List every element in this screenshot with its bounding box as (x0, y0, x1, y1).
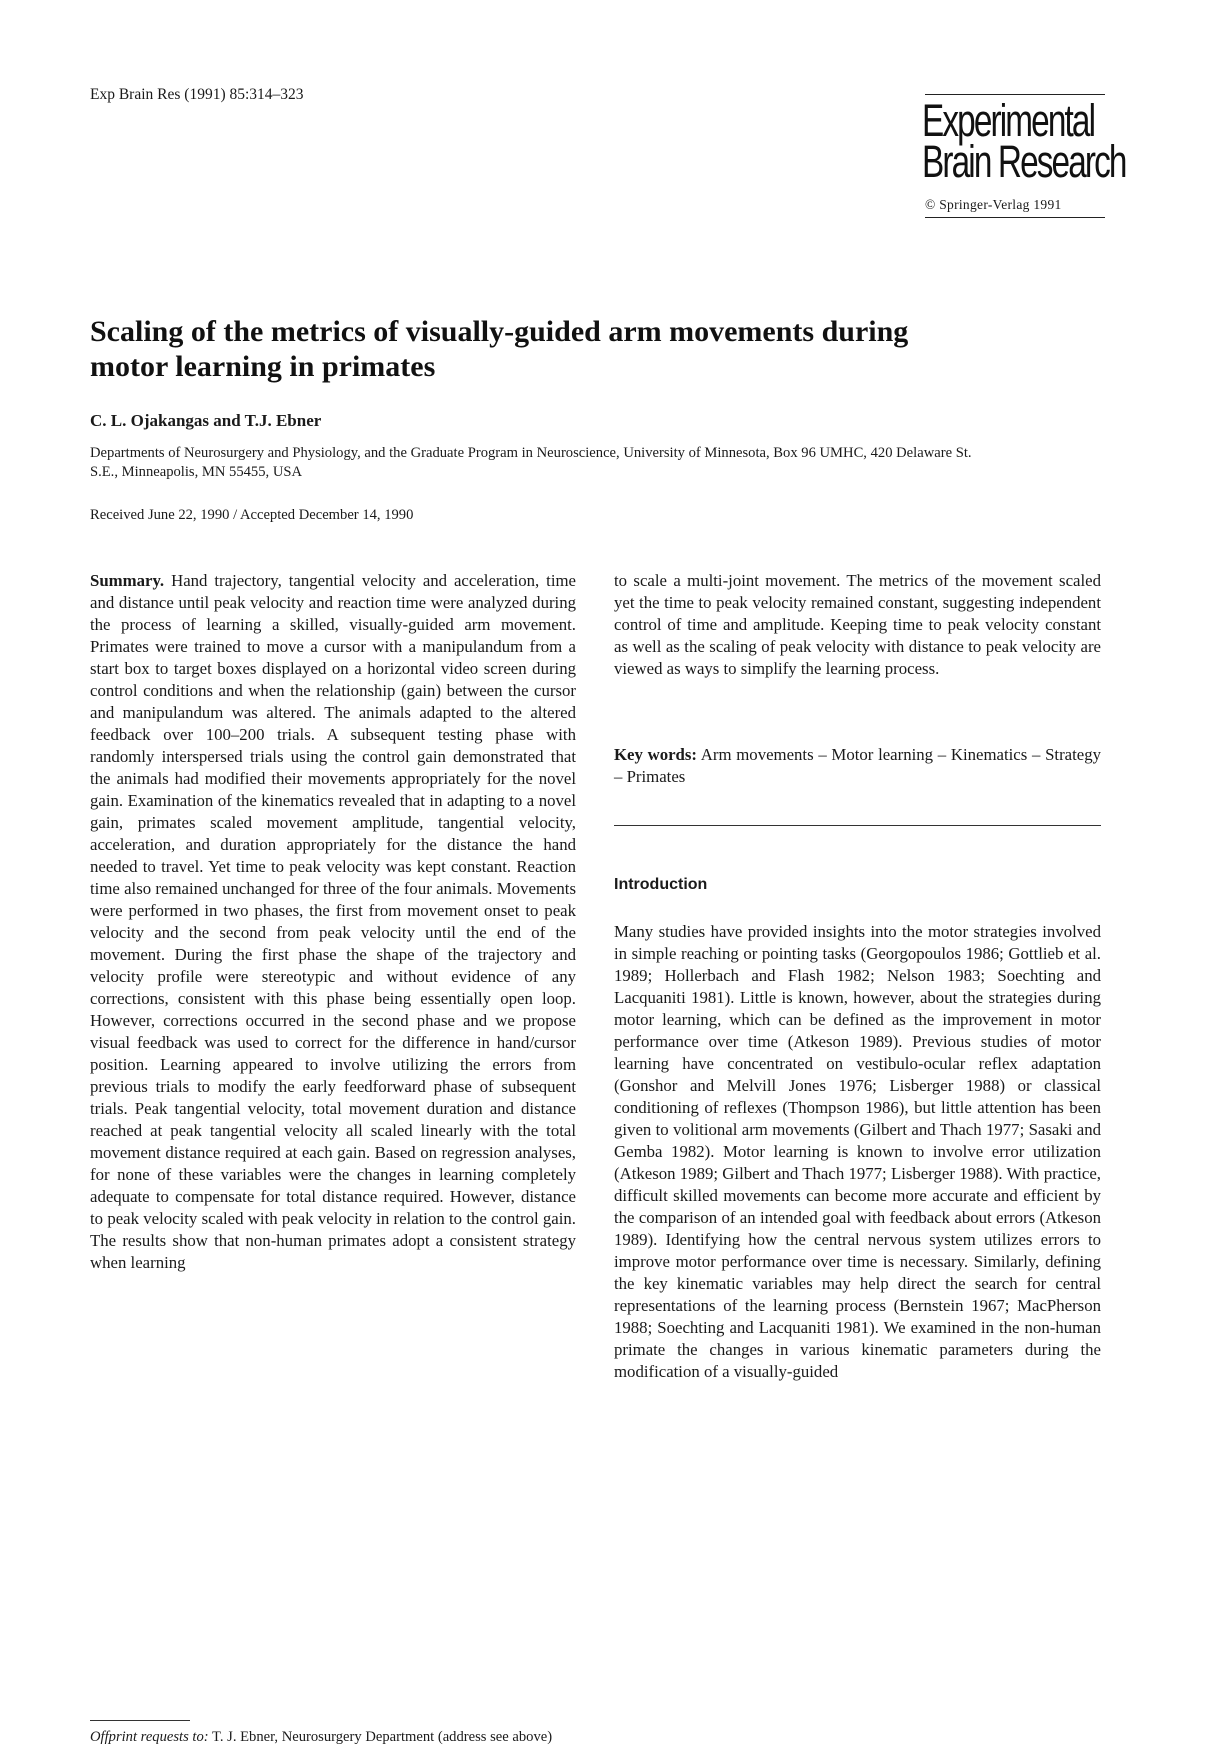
keywords-label: Key words: (614, 745, 698, 764)
article-dates: Received June 22, 1990 / Accepted December 14, 1990 (90, 507, 414, 523)
introduction-heading: Introduction (614, 876, 708, 893)
section-divider (614, 825, 1101, 826)
footnote (90, 1728, 576, 1747)
summary-label: Summary. (90, 571, 165, 590)
journal-logo-line1: Experimental (922, 95, 1095, 146)
footnote-rule (90, 1720, 190, 1721)
footnote-text: T. J. Ebner, Neurosurgery Department (address see above) (212, 1729, 553, 1745)
summary-continuation: to scale a multi-joint movement. The metrics of the movement scaled yet the time to peak velocity remained constant, suggesting independent control of time and amplitude. Keeping time to peak velocity constant as well as the scaling of peak velocity with distance to peak velocity are viewed as ways to simplify the learning process. (614, 571, 1101, 678)
journal-logo-line2: Brain Research (922, 136, 1126, 187)
summary-paragraph (90, 570, 576, 1274)
journal-rule-bottom (925, 217, 1105, 218)
journal-logo (922, 95, 1126, 187)
summary-text: Hand trajectory, tangential velocity and acceleration, time and distance until peak velocity and reaction time were analyzed during the process of learning a skilled, visually-guided arm movement. Primates were trained to move a cursor with a manipulandum from a start box to target boxes displayed on a horizontal video screen during control conditions and when the relationship (gain) between the cursor and manipulandum was altered. The animals adapted to the altered feedback over 100–200 trials. A subsequent testing phase with randomly interspersed trials using the control gain demonstrated that the animals had modified their movements appropriately for the novel gain. Examination of the kinematics revealed that in adapting to a novel gain, primates scaled movement amplitude, tangential velocity, acceleration, and duration appropriately for the distance the hand needed to travel. Yet time to peak velocity was kept constant. Reaction time also remained unchanged for three of the four animals. Movements were performed in two phases, the first from movement onset to peak velocity and the second from peak velocity until the end of the movement. During the first phase the shape of the trajectory and velocity profile were stereotypic and without evidence of any corrections, consistent with this phase being essentially open loop. However, corrections occurred in the second phase and we propose visual feedback was used to correct for the difference in hand/cursor position. Learning appeared to involve utilizing the errors from previous trials to modify the early feedforward phase of subsequent trials. Peak tangential velocity, total movement duration and distance reached at peak tangential velocity all scaled linearly with the total movement distance required at each gain. Based on regression analyses, for none of these variables were the changes in learning completely adequate to compensate for total distance required. However, distance to peak velocity scaled with peak velocity in relation to the control gain. The results show that non-human primates adopt a consistent strategy when learning (90, 571, 576, 1272)
keywords-paragraph (614, 744, 1101, 788)
introduction-paragraph: Many studies have provided insights into the motor strategies involved in simple reaching or pointing tasks (Georgopoulos 1986; Gottlieb et al. 1989; Hollerbach and Flash 1982; Nelson 1983; Soechting and Lacquaniti 1981). Little is known, however, about the strategies during motor learning, which can be defined as the improvement in motor performance over time (Atkeson 1989). Previous studies of motor learning have concentrated on vestibulo-ocular reflex adaptation (Gonshor and Melvill Jones 1976; Lisberger 1988) or classical conditioning of reflexes (Thompson 1986), but little attention has been given to volitional arm movements (Gilbert and Thach 1977; Sasaki and Gemba 1982). Motor learning is known to involve error utilization (Atkeson 1989; Gilbert and Thach 1977; Lisberger 1988). With practice, difficult skilled movements can become more accurate and efficient by the comparison of an intended goal with feedback about errors (Atkeson 1989). Identifying how the central nervous system utilizes errors to improve motor performance over time is necessary. Similarly, defining the key kinematic variables may help direct the search for central representations of the learning process (Bernstein 1967; MacPherson 1988; Soechting and Lacquaniti 1981). We examined in the non-human primate the changes in various kinematic parameters during the modification of a visually-guided (614, 922, 1101, 1381)
article-affiliation: Departments of Neurosurgery and Physiology, and the Graduate Program in Neuroscience, University of Minnesota, Box 96 UMHC, 420 Delaware St. S.E., Minneapolis, MN 55455, USA (90, 445, 972, 480)
journal-copyright: © Springer-Verlag 1991 (925, 197, 1062, 212)
article-title: Scaling of the metrics of visually-guided arm movements during motor learning in primates (90, 315, 909, 383)
journal-citation: Exp Brain Res (1991) 85:314–323 (90, 86, 304, 103)
footnote-label: Offprint requests to: (90, 1729, 209, 1745)
keywords-text: Arm movements – Motor learning – Kinematics – Strategy – Primates (614, 745, 1101, 786)
article-authors: C. L. Ojakangas and T.J. Ebner (90, 411, 322, 430)
